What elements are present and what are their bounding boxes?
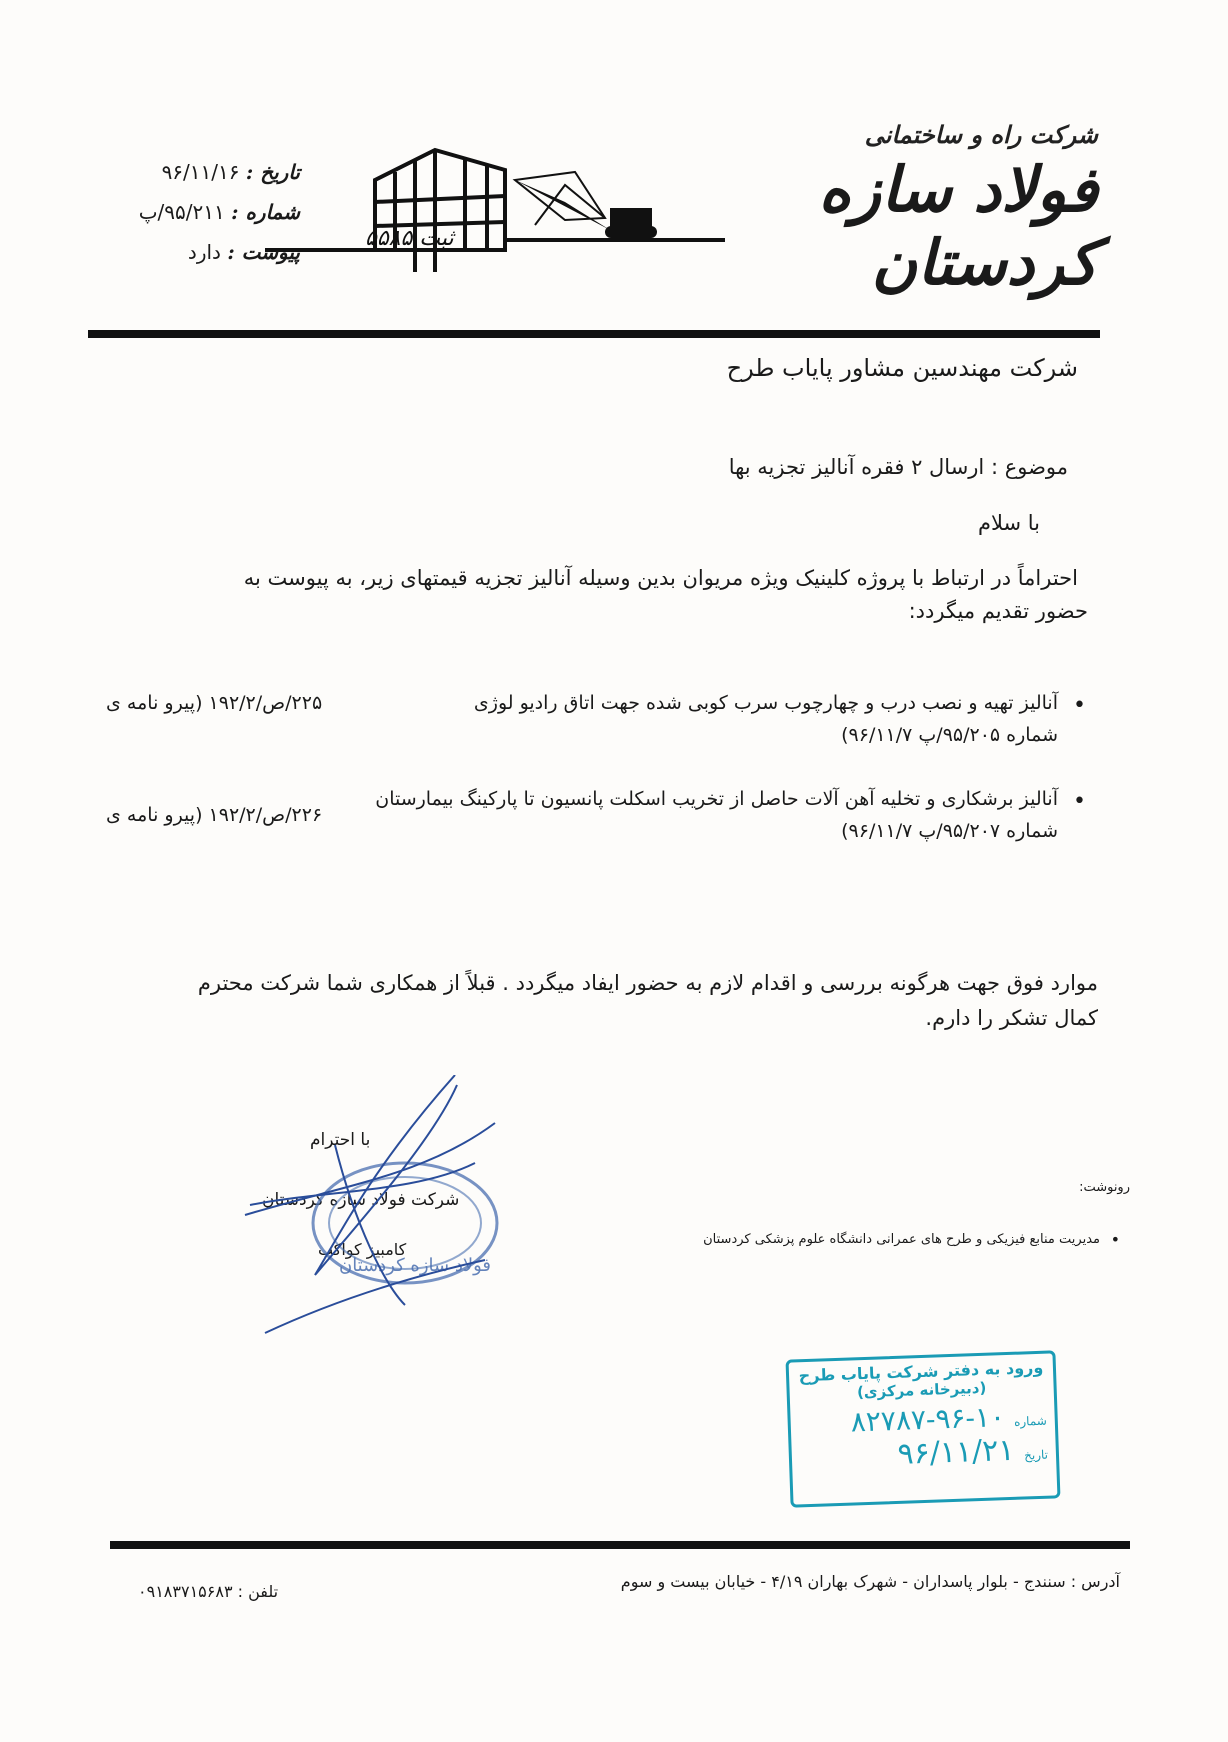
company-subtitle: شرکت راه و ساختمانی	[864, 120, 1098, 149]
item-letter-number: شماره ۹۵/۲۰۷/پ ۹۶/۱۱/۷)	[841, 820, 1058, 842]
footer-phone-row	[138, 1582, 278, 1601]
number-row	[80, 200, 300, 224]
attachment-row	[80, 240, 300, 264]
signature-company: شرکت فولاد سازه کردستان	[262, 1190, 460, 1210]
attachment-value: دارد	[187, 240, 221, 264]
list-item	[375, 784, 1086, 815]
cc-item	[703, 1230, 1120, 1249]
handwritten-signature	[245, 1075, 495, 1333]
list-item	[473, 688, 1086, 719]
company-header	[758, 120, 1098, 299]
date-value: ۹۶/۱۱/۱۶	[161, 160, 240, 184]
receipt-stamp	[785, 1350, 1060, 1507]
intro-line-1: احتراماً در ارتباط با پروژه کلینیک ویژه مریوان بدین وسیله آنالیز تجزیه قیمتهای زیر، به پیوست به	[243, 566, 1078, 590]
number-label: شماره :	[231, 200, 300, 224]
company-name: فولاد سازه کردستان	[818, 153, 1098, 299]
footer-address: آدرس : سنندج - بلوار پاسداران - شهرک بهاران ۴/۱۹ - خیابان بیست و سوم	[620, 1572, 1120, 1591]
date-label: تاریخ :	[245, 160, 300, 184]
regards: با احترام	[310, 1130, 371, 1150]
item-letter-number: شماره ۹۵/۲۰۵/پ ۹۶/۱۱/۷)	[841, 724, 1058, 746]
footer-divider	[110, 1541, 1130, 1549]
intro-line-2: حضور تقدیم میگردد:	[908, 599, 1088, 623]
cc-item-text: مدیریت منابع فیزیکی و طرح های عمرانی دانشگاه علوم پزشکی کردستان	[703, 1232, 1100, 1247]
stamp-number: ۱۰-۹۶-۸۲۷۸۷	[850, 1400, 1006, 1439]
closing-line-1: موارد فوق جهت هرگونه بررسی و اقدام لازم به حضور ایفاد میگردد . قبلاً از همکاری شما شرکت محترم	[197, 971, 1098, 995]
subject: موضوع : ارسال ۲ فقره آنالیز تجزیه بها	[728, 455, 1068, 479]
stamp-date: ۹۶/۱۱/۲۱	[896, 1432, 1015, 1472]
date-row	[80, 160, 300, 184]
bullet-icon: •	[1073, 789, 1086, 814]
item-description: آنالیز تهیه و نصب درب و چهارچوب سرب کوبی شده جهت اتاق رادیو لوژی	[473, 692, 1058, 714]
attachment-label: پیوست :	[227, 240, 300, 264]
phone-number: ۰۹۱۸۳۷۱۵۶۸۳	[138, 1582, 233, 1601]
number-value: ۹۵/۲۱۱/پ	[138, 200, 225, 224]
company-seal	[225, 1075, 525, 1350]
item-description: آنالیز برشکاری و تخلیه آهن آلات حاصل از تخریب اسکلت پانسیون تا پارکینگ بیمارستان	[375, 788, 1058, 810]
seal-text: فولاد سازه کردستان	[338, 1255, 492, 1276]
header-divider	[88, 330, 1100, 338]
stamp-line-2: (دبیرخانه مرکزی)	[856, 1378, 987, 1402]
stamp-line-1: ورود به دفتر شرکت پایاب طرح	[798, 1357, 1044, 1386]
greeting: با سلام	[977, 511, 1040, 535]
company-logo	[265, 140, 735, 275]
stamp-date-row	[799, 1432, 1048, 1476]
recipient: شرکت مهندسین مشاور پایاب طرح	[726, 354, 1078, 382]
stamp-number-label: شماره	[1013, 1413, 1048, 1429]
item-reference: ۲۲۵/ص/۱۹۲/۲ (پیرو نامه ی	[106, 692, 323, 714]
bullet-icon: •	[1110, 1230, 1120, 1249]
item-reference: ۲۲۶/ص/۱۹۲/۲ (پیرو نامه ی	[106, 804, 323, 826]
phone-label: تلفن :	[237, 1582, 279, 1601]
bullet-icon: •	[1073, 693, 1086, 718]
letter-meta	[80, 160, 300, 280]
closing-line-2: کمال تشکر را دارم.	[925, 1006, 1098, 1030]
registration-number: ثبت ۵۵۸۵	[365, 226, 454, 251]
signature-name: کامبیز کواکب	[318, 1240, 407, 1259]
stamp-date-label: تاریخ	[1023, 1447, 1049, 1463]
cc-label: رونوشت:	[1079, 1180, 1130, 1195]
